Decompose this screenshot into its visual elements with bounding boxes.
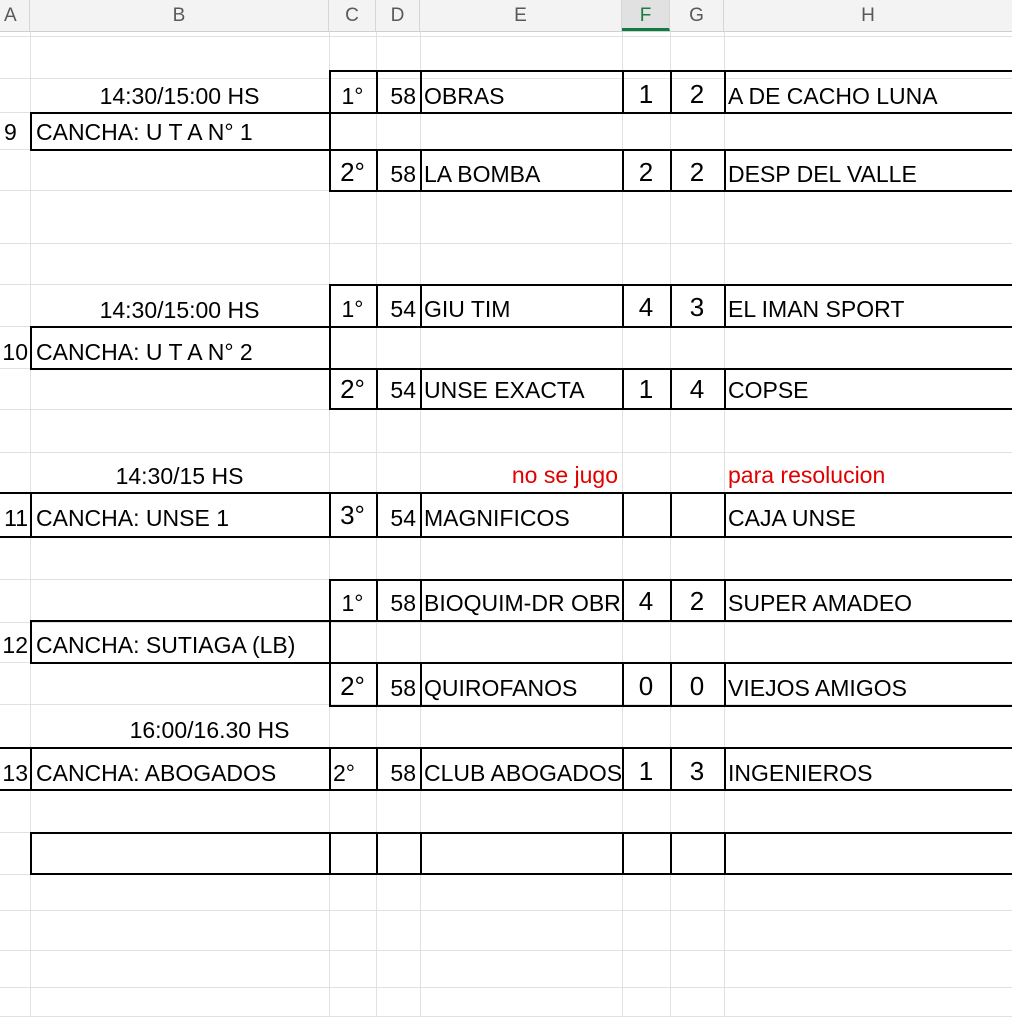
away-team-cell[interactable]: EL IMAN SPORT bbox=[728, 296, 905, 322]
away-team-cell[interactable]: VIEJOS AMIGOS bbox=[728, 675, 907, 701]
category-cell[interactable]: 58 bbox=[390, 590, 416, 616]
column-header-c[interactable]: C bbox=[329, 0, 376, 31]
column-header-g[interactable]: G bbox=[670, 0, 724, 31]
home-score-cell[interactable]: 1 bbox=[638, 79, 654, 109]
match-number-cell[interactable]: 9 bbox=[4, 119, 17, 145]
column-header-e[interactable]: E bbox=[420, 0, 622, 31]
category-cell[interactable]: 58 bbox=[390, 83, 416, 109]
match-number-cell[interactable]: 11 bbox=[4, 505, 28, 531]
home-team-cell[interactable]: GIU TIM bbox=[424, 296, 511, 322]
category-cell[interactable]: 58 bbox=[390, 161, 416, 187]
time-cell[interactable]: 14:30/15:00 HS bbox=[99, 297, 260, 323]
match-number-cell[interactable]: 13 bbox=[2, 760, 28, 786]
away-score-cell[interactable]: 0 bbox=[689, 671, 705, 701]
away-score-cell[interactable]: 3 bbox=[689, 292, 705, 322]
cancha-cell[interactable]: CANCHA: ABOGADOS bbox=[36, 760, 277, 786]
column-header-f[interactable]: F bbox=[622, 0, 670, 31]
category-cell[interactable]: 54 bbox=[390, 296, 416, 322]
category-cell[interactable]: 54 bbox=[390, 377, 416, 403]
away-team-cell[interactable]: DESP DEL VALLE bbox=[728, 161, 917, 187]
column-header-d[interactable]: D bbox=[376, 0, 420, 31]
away-team-cell[interactable]: COPSE bbox=[728, 377, 809, 403]
gridline bbox=[0, 987, 1012, 988]
cancha-cell[interactable]: CANCHA: U T A N° 1 bbox=[36, 119, 253, 145]
note-para-resolucion[interactable]: para resolucion bbox=[728, 462, 886, 488]
away-team-cell[interactable]: CAJA UNSE bbox=[728, 505, 856, 531]
gridline bbox=[0, 452, 1012, 453]
match-number-cell[interactable]: 10 bbox=[2, 339, 28, 365]
column-header-a[interactable]: A bbox=[0, 0, 30, 31]
home-score-cell[interactable]: 1 bbox=[638, 756, 654, 786]
home-team-cell[interactable]: QUIROFANOS bbox=[424, 675, 578, 701]
home-team-cell[interactable]: BIOQUIM-DR OBR bbox=[424, 590, 621, 616]
match-number-cell[interactable]: 12 bbox=[2, 632, 28, 658]
cancha-cell[interactable]: CANCHA: SUTIAGA (LB) bbox=[36, 632, 296, 658]
away-score-cell[interactable]: 4 bbox=[689, 374, 705, 404]
cancha-cell[interactable]: CANCHA: U T A N° 2 bbox=[36, 339, 253, 365]
away-score-cell[interactable]: 2 bbox=[689, 586, 705, 616]
away-score-cell[interactable]: 2 bbox=[689, 79, 705, 109]
division-cell[interactable]: 2° bbox=[340, 671, 365, 701]
time-cell[interactable]: 14:30/15:00 HS bbox=[99, 83, 260, 109]
column-header-bar bbox=[0, 0, 1012, 32]
home-score-cell[interactable]: 4 bbox=[638, 586, 654, 616]
column-header-h[interactable]: H bbox=[861, 5, 875, 26]
division-cell[interactable]: 2° bbox=[333, 760, 355, 786]
home-score-cell[interactable]: 0 bbox=[638, 671, 654, 701]
away-score-cell[interactable] bbox=[670, 496, 724, 534]
category-cell[interactable]: 58 bbox=[390, 675, 416, 701]
category-cell[interactable]: 58 bbox=[390, 760, 416, 786]
home-team-cell[interactable]: CLUB ABOGADOS bbox=[424, 760, 622, 786]
column-header-b[interactable]: B bbox=[30, 0, 329, 31]
division-cell[interactable]: 2° bbox=[340, 157, 365, 187]
away-team-cell[interactable]: A DE CACHO LUNA bbox=[728, 83, 938, 109]
away-team-cell[interactable]: SUPER AMADEO bbox=[728, 590, 913, 616]
time-cell[interactable]: 16:00/16.30 HS bbox=[129, 717, 290, 743]
gridline bbox=[0, 622, 1012, 623]
home-score-cell[interactable]: 1 bbox=[638, 374, 654, 404]
note-no-se-jugo[interactable]: no se jugo bbox=[511, 462, 618, 488]
home-team-cell[interactable]: LA BOMBA bbox=[424, 161, 541, 187]
gridline bbox=[0, 910, 1012, 911]
home-team-cell[interactable]: UNSE EXACTA bbox=[424, 377, 585, 403]
away-score-cell[interactable]: 2 bbox=[689, 157, 705, 187]
gridline bbox=[0, 243, 1012, 244]
away-team-cell[interactable]: INGENIEROS bbox=[728, 760, 873, 786]
gridline bbox=[0, 36, 1012, 37]
home-team-cell[interactable]: OBRAS bbox=[424, 83, 505, 109]
home-score-cell[interactable]: 2 bbox=[638, 157, 654, 187]
gridline bbox=[0, 950, 1012, 951]
home-score-cell[interactable] bbox=[622, 496, 670, 534]
time-cell[interactable]: 14:30/15 HS bbox=[115, 463, 244, 489]
cancha-cell[interactable]: CANCHA: UNSE 1 bbox=[36, 505, 229, 531]
division-cell[interactable]: 2° bbox=[340, 374, 365, 404]
division-cell[interactable]: 1° bbox=[341, 296, 364, 322]
division-cell[interactable]: 1° bbox=[341, 590, 364, 616]
category-cell[interactable]: 54 bbox=[390, 505, 416, 531]
division-cell[interactable]: 1° bbox=[341, 83, 364, 109]
division-cell[interactable]: 3° bbox=[340, 500, 365, 530]
home-score-cell[interactable]: 4 bbox=[638, 292, 654, 322]
away-score-cell[interactable]: 3 bbox=[689, 756, 705, 786]
home-team-cell[interactable]: MAGNIFICOS bbox=[424, 505, 570, 531]
